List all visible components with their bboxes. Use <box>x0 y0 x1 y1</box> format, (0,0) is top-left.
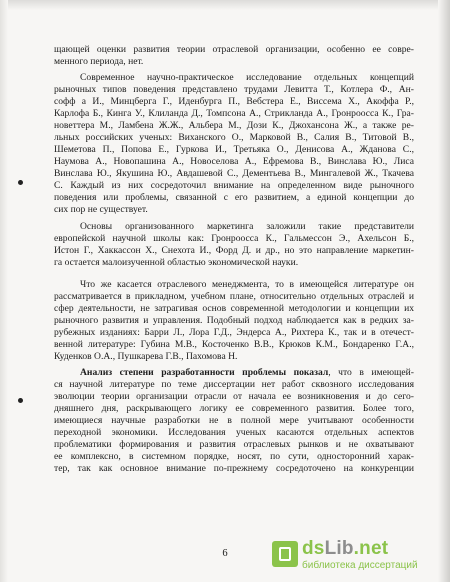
text-line: ее комплексно, в системном порядке, носят, по сути, односторонний харак- <box>54 451 414 462</box>
text-line: новеттера М., Ламбена Ж.Ж., Альбера М., Дози К., Джохансона Ж., а также ре- <box>54 120 414 131</box>
watermark-brand: dsLib.net <box>302 538 389 559</box>
text-line: Что же касается отраслевого менеджмента, то в имеющейся литературе он <box>80 279 414 290</box>
text-line: га остается малоизученной областью экономической науки. <box>54 257 299 268</box>
text-line: рыночных типов поведения представлено трудами Левитта Т., Котлера Ф., Ан- <box>54 84 414 95</box>
text-line: тер, так как основное внимание по-прежнему сосредоточено на конкуренции <box>54 463 414 474</box>
text-line: льных российских ученых: Виханского О., Марковой В., Салия В., Титовой В., <box>54 132 414 143</box>
text-line: проблематики формирования и развития отраслевых рынков и не охватывают <box>54 439 414 450</box>
watermark-subtitle: библиотека диссертаций <box>302 560 418 571</box>
text-line: Винслава Ю., Якушина Ю., Авдашевой С., Дементьева В., Мингалевой Ж., Ткачева <box>54 168 414 179</box>
text-line: переходной экономики. Исследования ученых касаются отдельных аспектов <box>54 427 414 438</box>
text-line: рассматривается в прикладном, учебном плане, относительно отдельных отраслей и <box>54 291 414 302</box>
text-line: сих пор не существует. <box>54 204 148 215</box>
text-line-rest: , что в имеющей- <box>328 367 414 378</box>
text-line: венной литературе: Губина М.В., Косточенко В.В., Крюков К.М., Бондаренко Г.А., <box>54 339 414 350</box>
text-line: Истон Г., Хаккассон Х., Снехота И., Форд Д. и др., но это направление маркетин- <box>54 245 414 256</box>
text-line: софф а И., Минцберга Г., Иденбурга П., Вебстера Е., Виссема Х., Акоффа Р., <box>54 96 414 107</box>
text-line: Карлофа Б., Кинга У., Клиланда Д., Томпсона А., Стрикланда А., Гронроосса К., Гра- <box>54 108 414 119</box>
text-line: ся научной литературе по теме диссертации нет работ сквозного исследования <box>54 379 414 390</box>
dslib-watermark <box>272 538 442 572</box>
text-line-bold-lead <box>80 367 414 379</box>
text-line: щающей оценки развития теории отраслевой организации, особенно ее совре- <box>54 44 414 55</box>
bold-lead: Анализ степени разработанности проблемы показал <box>80 367 329 378</box>
text-line: европейской научной школы как: Гронроосса К., Гальмессон Э., Ахельсон Б., <box>54 233 414 244</box>
text-line: поведения или проблемы, связанной с его развитием, а единой концепции до <box>54 192 414 203</box>
text-line: Шеметова П., Попова Е., Гуркова И., Третьяка О., Денисова А., Жданова С., <box>54 144 414 155</box>
scan-shadow-right <box>438 0 450 582</box>
text-line: рубежных изданиях: Барри Л., Лора Г.Д., Эндерса А., Рихтера К., так и в отечест- <box>54 327 414 338</box>
text-line: сфер деятельности, не затрагивая основ современной методологии и концепции их <box>54 303 414 314</box>
binding-hole-mark <box>18 180 23 185</box>
text-line: имеющиеся научные разработки не в полной мере учитывают особенности <box>54 415 414 426</box>
scan-shadow-left <box>0 0 8 582</box>
binding-hole-mark <box>18 398 23 403</box>
text-line: Наумова А., Новопашина А., Новоселова А., Ефремова В., Винслава Ю., Лиса <box>54 156 414 167</box>
text-line: эволюции теории организации отрасли от начала ее возникновения и до сего- <box>54 391 414 402</box>
text-line: С. Каждый из них сосредоточил внимание на определенном виде рыночного <box>54 180 414 191</box>
text-line: дняшнего дня, раскрывающего логику ее современного развития. Более того, <box>54 403 414 414</box>
text-line: рыночного развития и управления. Подобный подход наблюдается как в редких за- <box>54 315 414 326</box>
text-line: Куденков О.А., Пушкарева Г.В., Пахомова Н. <box>54 351 238 362</box>
text-line: менного периода, нет. <box>54 56 144 67</box>
text-line: Современное научно-практическое исследование отдельных концепций <box>80 72 414 83</box>
page-number: 6 <box>222 548 228 559</box>
scan-shadow-top <box>0 0 450 10</box>
book-icon <box>272 541 298 567</box>
text-line: Основы организованного маркетинга заложили такие представители <box>80 221 414 232</box>
